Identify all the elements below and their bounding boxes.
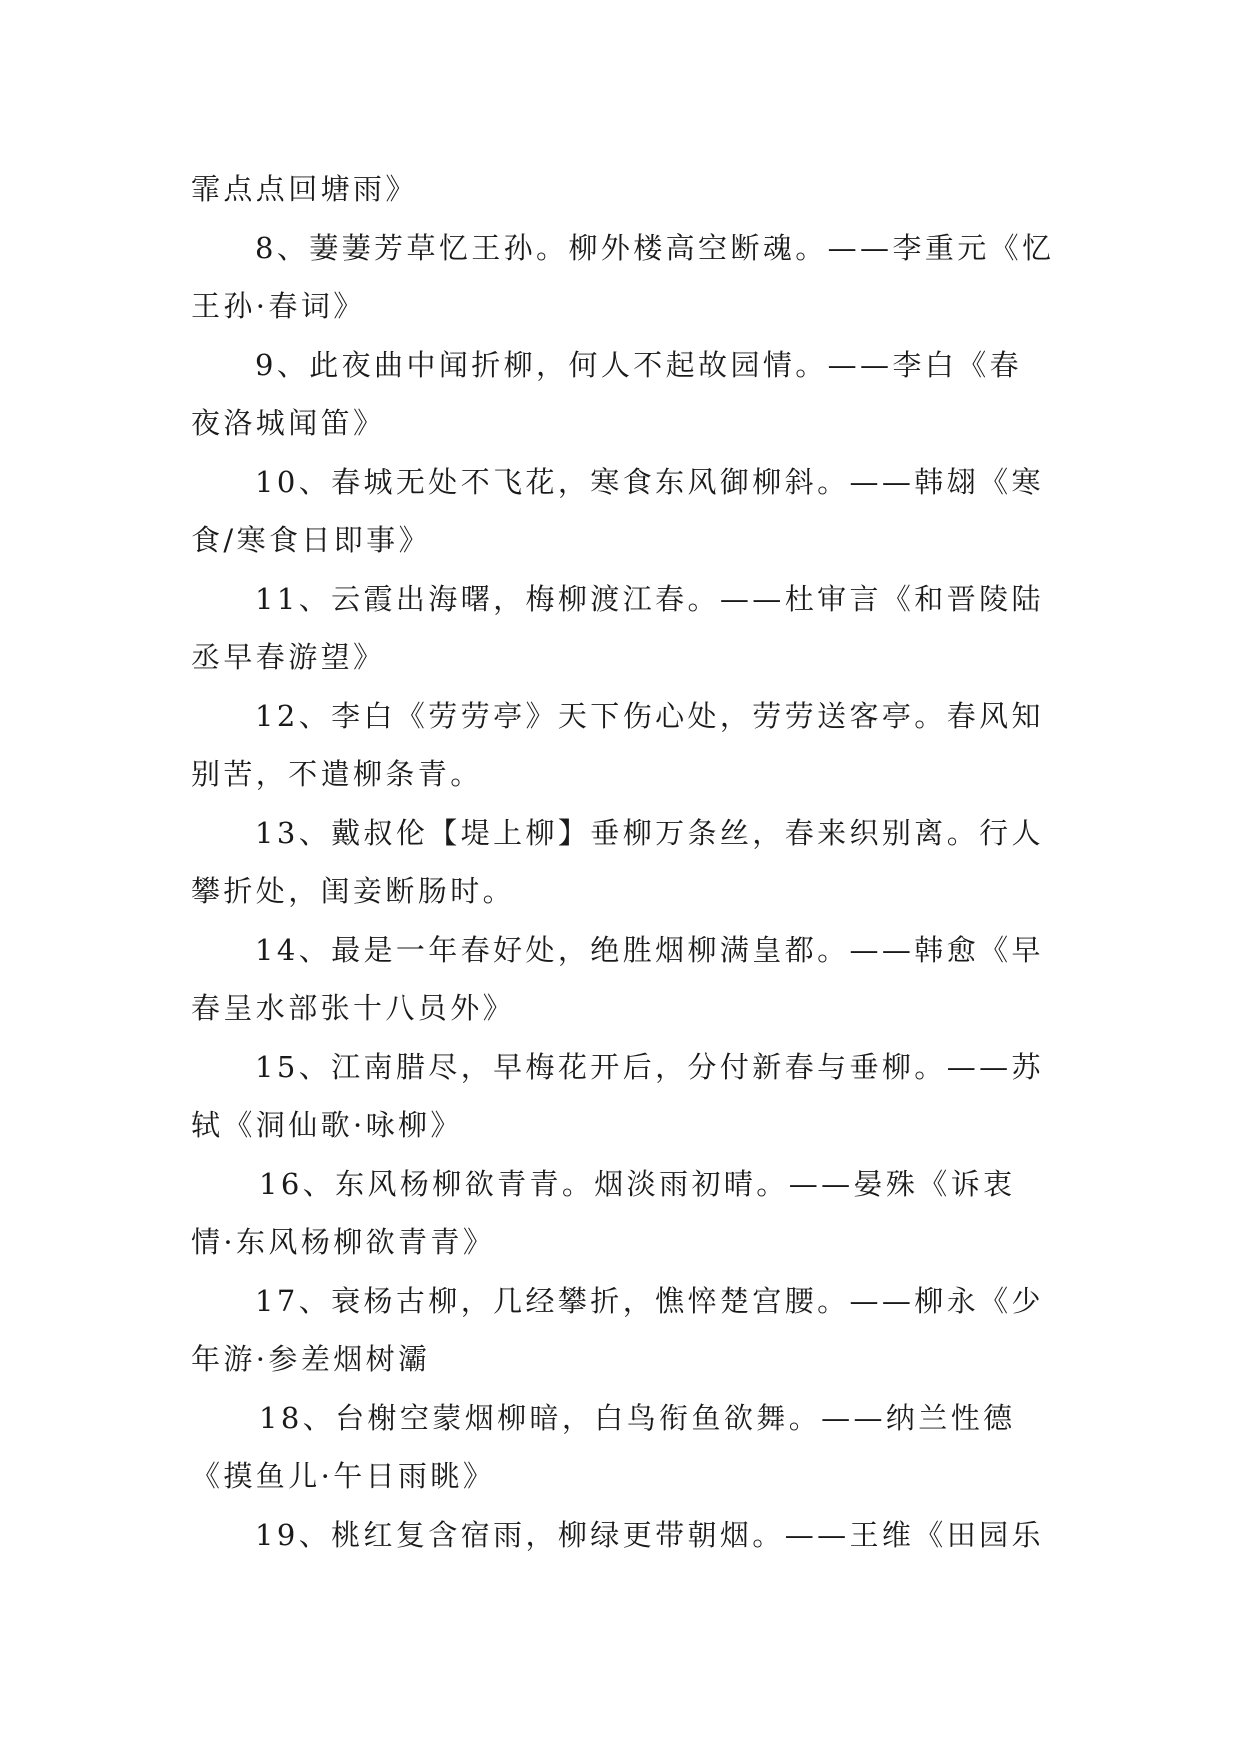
text-line: 11、云霞出海曙，梅柳渡江春。——杜审言《和晋陵陆	[255, 581, 1044, 616]
text-line: 夜洛城闻笛》	[191, 406, 386, 440]
text-line: 攀折处，闺妾断肠时。	[191, 874, 516, 908]
text-line: 9、此夜曲中闻折柳，何人不起故园情。——李白《春	[255, 347, 1023, 382]
text-line: 12、李白《劳劳亭》天下伤心处，劳劳送客亭。春风知	[255, 698, 1044, 733]
text-line: 16、东风杨柳欲青青。烟淡雨初晴。——晏殊《诉衷	[259, 1166, 1016, 1201]
text-line: 15、江南腊尽，早梅花开后，分付新春与垂柳。——苏	[255, 1049, 1044, 1084]
text-line: 10、春城无处不飞花，寒食东风御柳斜。——韩翃《寒	[255, 464, 1044, 499]
text-line: 轼《洞仙歌·咏柳》	[191, 1108, 463, 1142]
text-line: 18、台榭空蒙烟柳暗，白鸟衔鱼欲舞。——纳兰性德	[259, 1400, 1016, 1435]
text-line: 王孙·春词》	[191, 289, 366, 323]
text-line: 年游·参差烟树灞	[191, 1342, 431, 1376]
text-line: 13、戴叔伦【堤上柳】垂柳万条丝，春来织别离。行人	[255, 815, 1044, 850]
text-line: 霏点点回塘雨》	[191, 172, 418, 206]
text-line: 《摸鱼儿·午日雨眺》	[191, 1459, 496, 1493]
text-line: 食/寒食日即事》	[191, 523, 431, 557]
text-line: 19、桃红复含宿雨，柳绿更带朝烟。——王维《田园乐	[255, 1517, 1044, 1552]
text-line: 17、衰杨古柳，几经攀折，憔悴楚宫腰。——柳永《少	[255, 1283, 1044, 1318]
poem-list	[191, 160, 1055, 1564]
text-line: 情·东风杨柳欲青青》	[191, 1225, 496, 1259]
text-line: 丞早春游望》	[191, 640, 386, 674]
text-line: 别苦，不遣柳条青。	[191, 757, 483, 791]
text-line: 春呈水部张十八员外》	[191, 991, 516, 1025]
text-line: 14、最是一年春好处，绝胜烟柳满皇都。——韩愈《早	[255, 932, 1044, 967]
text-line: 8、萋萋芳草忆王孙。柳外楼高空断魂。——李重元《忆	[255, 230, 1055, 265]
